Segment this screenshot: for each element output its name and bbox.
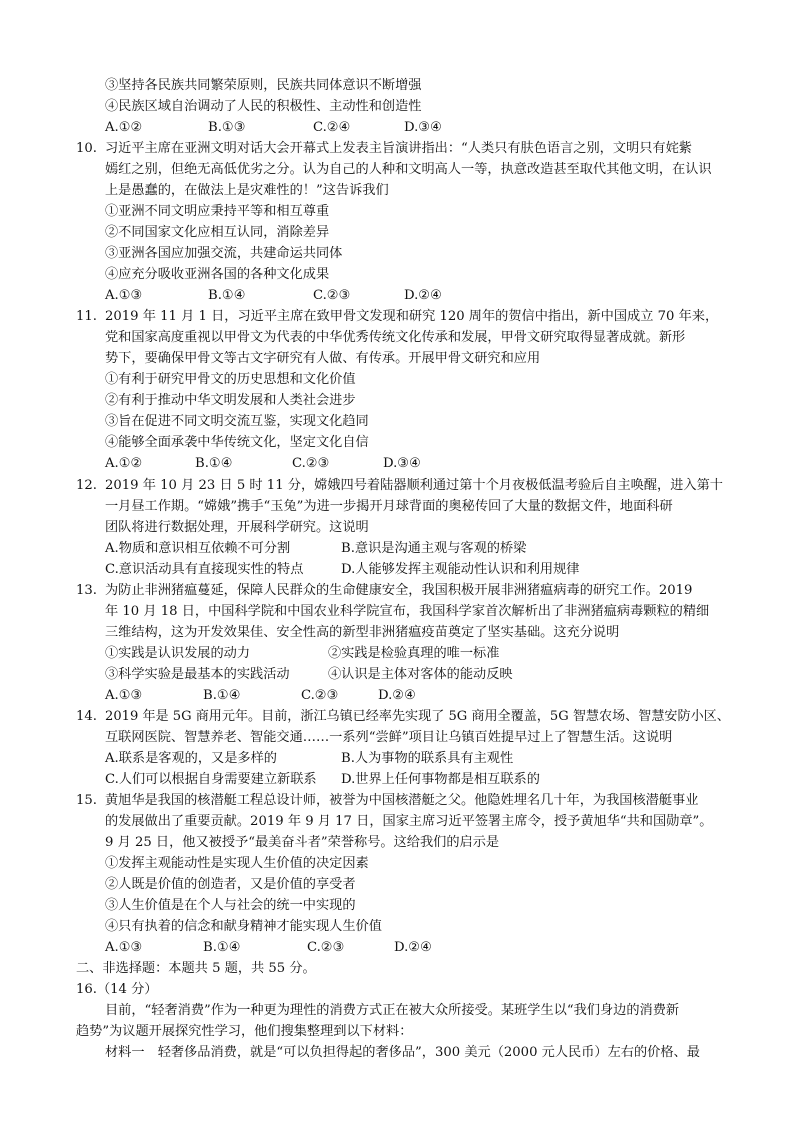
q13-item: ①实践是认识发展的动力 [105, 646, 251, 661]
q11-item: ①有利于研究甲骨文的历史思想和文化价值 [105, 372, 356, 387]
q16-material-1: 材料一 轻奢侈品消费，就是“可以负担得起的奢侈品”，300 美元（2000 元人民币）左右的价格、最 [105, 1045, 700, 1060]
q13-stem-line: 为防止非洲猪瘟蔓延，保障人民群众的生命健康安全，我国积极开展非洲猪瘟病毒的研究工作。2019 [105, 583, 693, 598]
q12-option-a: A.物质和意识相互依赖不可分割 [105, 541, 291, 556]
q15-option-a: A.①③ [105, 940, 143, 955]
q13-option-c: C.②③ [301, 688, 339, 703]
q9-item-3: ③坚持各民族共同繁荣原则，民族共同体意识不断增强 [105, 78, 422, 93]
q14-stem-line: 互联网医院、智慧养老、智能交通……一系列“尝鲜”项目让乌镇百姓提早过上了智慧生活。这说明 [105, 730, 673, 745]
q10-stem-line: 嫣红之别，但绝无高低优劣之分。认为自己的人种和文明高人一等，执意改造甚至取代其他文明，在认识 [105, 162, 712, 177]
q15-stem-line: 9 月 25 日，他又被授予“最美奋斗者”荣誉称号。这给我们的启示是 [105, 835, 500, 850]
q14-option-a: A.联系是客观的，又是多样的 [105, 751, 277, 766]
q14-option-c: C.人们可以根据自身需要建立新联系 [105, 772, 317, 787]
q15-item: ①发挥主观能动性是实现人生价值的决定因素 [105, 856, 369, 871]
q11-item: ②有利于推动中华文明发展和人类社会进步 [105, 393, 356, 408]
q10-stem-line: 上是愚蠢的，在做法上是灾难性的！”这告诉我们 [105, 183, 389, 198]
q9-option-a: A.①② [105, 120, 143, 135]
q14-option-d: D.世界上任何事物都是相互联系的 [341, 772, 540, 787]
q13-stem-line: 年 10 月 18 日，中国科学院和中国农业科学院宣布，我国科学家首次解析出了非洲猪瘟病毒颗粒的精细 [105, 604, 710, 619]
q12-number: 12. [76, 478, 97, 493]
q11-stem-line: 党和国家高度重视以甲骨文为代表的中华优秀传统文化传承和发展，甲骨文研究取得显著成就。新形 [105, 330, 686, 345]
q12-option-b: B.意识是沟通主观与客观的桥梁 [341, 541, 527, 556]
q10-option-b: B.①④ [208, 288, 246, 303]
q15-option-d: D.②④ [394, 940, 432, 955]
q11-option-a: A.①② [105, 456, 143, 471]
q12-stem-line: 一月昼工作期。“嫦娥”携手“玉兔”为进一步揭开月球背面的奥秘传回了大量的数据文件，地面科研 [105, 499, 673, 514]
q13-number: 13. [76, 583, 97, 598]
q13-option-b: B.①④ [203, 688, 241, 703]
q9-option-c: C.②④ [313, 120, 351, 135]
q10-option-a: A.①③ [105, 288, 143, 303]
q11-item: ④能够全面承袭中华传统文化，坚定文化自信 [105, 435, 369, 450]
q10-item: ④应充分吸收亚洲各国的各种文化成果 [105, 267, 330, 282]
q10-number: 10. [76, 141, 97, 156]
q15-item: ③人生价值是在个人与社会的统一中实现的 [105, 898, 356, 913]
q15-option-b: B.①④ [203, 940, 241, 955]
q14-option-b: B.人为事物的联系具有主观性 [341, 751, 514, 766]
q15-option-c: C.②③ [307, 940, 345, 955]
q10-stem-line: 习近平主席在亚洲文明对话大会开幕式上发表主旨演讲指出：“人类只有肤色语言之别，文明只有姹紫 [105, 141, 692, 156]
q13-option-a: A.①③ [105, 688, 143, 703]
q15-item: ④只有执着的信念和献身精神才能实现人生价值 [105, 919, 382, 934]
q11-item: ③旨在促进不同文明交流互鉴，实现文化趋同 [105, 414, 369, 429]
q13-item: ③科学实验是最基本的实践活动 [105, 667, 290, 682]
section-heading: 二、非选择题：本题共 5 题，共 55 分。 [76, 961, 316, 976]
q16-intro-line: 目前，“轻奢消费”作为一种更为理性的消费方式正在被大众所接受。某班学生以“我们身边的消费新 [105, 1003, 680, 1018]
q15-item: ②人既是价值的创造者，又是价值的享受者 [105, 877, 356, 892]
q10-item: ③亚洲各国应加强交流，共建命运共同体 [105, 246, 343, 261]
q9-option-d: D.③④ [404, 120, 442, 135]
q11-option-c: C.②③ [292, 456, 330, 471]
q12-stem-line: 2019 年 10 月 23 日 5 时 11 分，嫦娥四号着陆器顺利通过第十个月夜极低温考验后自主唤醒，进入第十 [105, 478, 723, 493]
q10-item: ①亚洲不同文明应秉持平等和相互尊重 [105, 204, 330, 219]
q15-stem-line: 的发展做出了重要贡献。2019 年 9 月 17 日，国家主席习近平签署主席令，授予黄旭华“共和国勋章”。 [105, 814, 713, 829]
q12-option-c: C.意识活动具有直接现实性的特点 [105, 562, 304, 577]
q15-stem-line: 黄旭华是我国的核潜艇工程总设计师，被誉为中国核潜艇之父。他隐姓埋名几十年，为我国核潜艇事业 [105, 793, 699, 808]
q11-number: 11. [76, 309, 97, 324]
q10-option-d: D.②④ [404, 288, 442, 303]
q15-number: 15. [76, 793, 97, 808]
q10-option-c: C.②③ [313, 288, 351, 303]
q16-number: 16.（14 分） [76, 982, 158, 997]
q9-option-b: B.①③ [208, 120, 246, 135]
q12-stem-line: 团队将进行数据处理，开展科学研究。这说明 [105, 520, 369, 535]
q13-stem-line: 三维结构，这为开发效果佳、安全性高的新型非洲猪瘟疫苗奠定了坚实基础。这充分说明 [105, 625, 620, 640]
q16-intro-line: 趋势”为议题开展探究性学习，他们搜集整理到以下材料： [76, 1024, 413, 1039]
q10-item: ②不同国家文化应相互认同，消除差异 [105, 225, 330, 240]
q14-number: 14. [76, 709, 97, 724]
q13-item: ②实践是检验真理的唯一标准 [328, 646, 500, 661]
q9-item-4: ④民族区域自治调动了人民的积极性、主动性和创造性 [105, 99, 422, 114]
q13-item: ④认识是主体对客体的能动反映 [328, 667, 513, 682]
q11-option-d: D.③④ [383, 456, 421, 471]
q11-stem-line: 势下，要确保甲骨文等古文字研究有人做、有传承。开展甲骨文研究和应用 [105, 351, 541, 366]
q14-stem-line: 2019 年是 5G 商用元年。目前，浙江乌镇已经率先实现了 5G 商用全覆盖，5G 智慧农场、智慧安防小区、 [105, 709, 730, 724]
q13-option-d: D.②④ [378, 688, 416, 703]
q12-option-d: D.人能够发挥主观能动性认识和利用规律 [341, 562, 580, 577]
q11-stem-line: 2019 年 11 月 1 日，习近平主席在致甲骨文发现和研究 120 周年的贺信中指出，新中国成立 70 年来， [105, 309, 719, 324]
q11-option-b: B.①④ [195, 456, 233, 471]
